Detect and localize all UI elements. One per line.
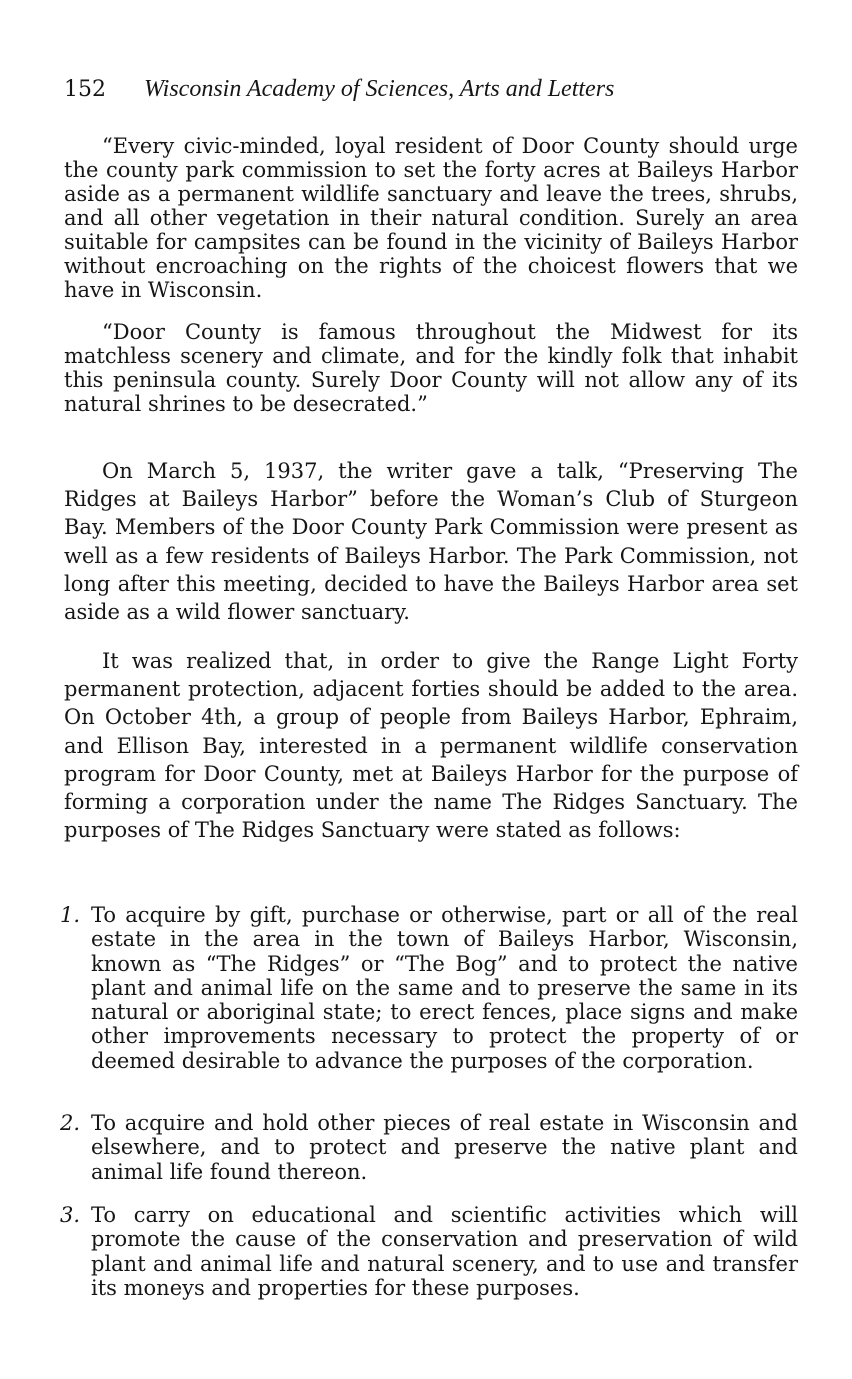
journal-title: Wisconsin Academy of Sciences, Arts and Letters [144,76,615,102]
purpose-list-item [60,1203,798,1300]
list-number: 1. [60,903,81,927]
quote-paragraph: “Door County is famous throughout the Midwest for its matchless scenery and climate, and for the kindly folk that inhabit this peninsula county. Surely Door County will not allow any of its natural shrines to be desecrated.” [64,320,798,416]
quote-paragraph: “Every civic-minded, loyal resident of Door County should urge the county park commission to set the forty acres at Baileys Harbor aside as a permanent wildlife sanctuary and leave the trees, shrubs, and all other vegetation in their natural condition. Surely an area suitable for campsites can be found in the vicinity of Baileys Harbor without encroaching on the rights of the choicest flowers that we have in Wisconsin. [64,134,798,302]
purpose-list-item [60,903,798,1073]
body-paragraph: On March 5, 1937, the writer gave a talk, “Preserving The Ridges at Baileys Harbor” before the Woman’s Club of Sturgeon Bay. Members of the Door County Park Commission were present as well as a few residents of Baileys Harbor. The Park Commission, not long after this meeting, decided to have the Baileys Harbor area set aside as a wild flower sanctuary. [64,459,798,625]
body-paragraph: It was realized that, in order to give the Range Light Forty permanent protection, adjacent forties should be added to the area. On October 4th, a group of people from Baileys Harbor, Ephraim, and Ellison Bay, interested in a permanent wildlife conservation program for Door County, met at Baileys Harbor for the purpose of forming a corporation under the name The Ridges Sanctuary. The purposes of The Ridges Sanctuary were stated as follows: [64,649,798,843]
purpose-list-item [60,1111,798,1184]
list-text: To carry on educational and scientific activities which will promote the cause of the conservation and preservation of wild plant and animal life and natural scenery, and to use and transfer its moneys and properties for these purposes. [91,1203,798,1300]
running-head [64,74,804,105]
list-number: 2. [60,1111,81,1135]
list-number: 3. [60,1203,81,1227]
list-text: To acquire and hold other pieces of real estate in Wisconsin and elsewhere, and to protect and preserve the native plant and animal life found thereon. [91,1111,798,1184]
list-text: To acquire by gift, purchase or otherwise, part or all of the real estate in the area in the town of Baileys Harbor, Wisconsin, known as “The Ridges” or “The Bog” and to protect the native plant and animal life on the same and to preserve the same in its natural or aboriginal state; to erect fences, place signs and make other improvements necessary to protect the property of or deemed desirable to advance the purposes of the corporation. [91,903,798,1073]
page-number: 152 [64,77,106,102]
